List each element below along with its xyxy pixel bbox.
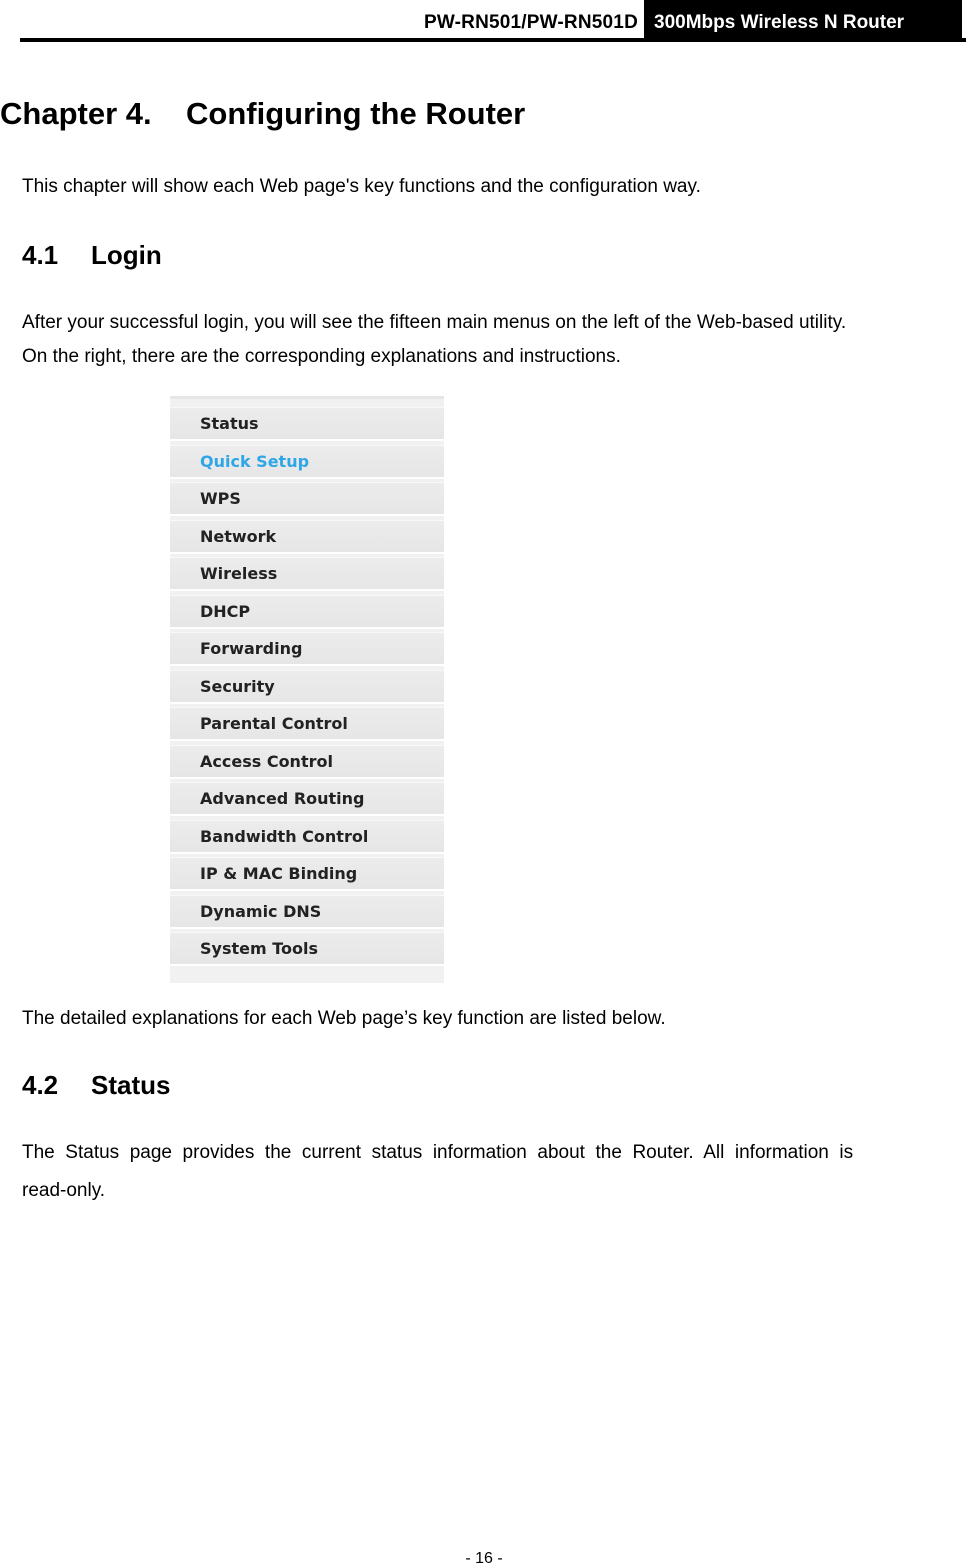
section-login-title: Login: [91, 240, 162, 270]
menu-item-access-control[interactable]: Access Control: [170, 745, 444, 779]
menu-item-system-tools[interactable]: System Tools: [170, 932, 444, 966]
section-status-heading: [22, 1070, 170, 1101]
menu-item-dhcp[interactable]: DHCP: [170, 595, 444, 629]
page-number: - 16 -: [465, 1550, 503, 1567]
header-rule: [20, 38, 966, 42]
menu-item-network[interactable]: Network: [170, 520, 444, 554]
header-model: PW-RN501/PW-RN501D: [424, 12, 638, 33]
menu-item-dynamic-dns[interactable]: Dynamic DNS: [170, 895, 444, 929]
menu-item-parental-control[interactable]: Parental Control: [170, 707, 444, 741]
menu-item-security[interactable]: Security: [170, 670, 444, 704]
section-login-number: 4.1: [22, 240, 59, 270]
status-paragraph-line1: The Status page provides the current status information about the Router. All information is: [22, 1142, 854, 1163]
chapter-title: [0, 96, 525, 132]
section-login-heading: [22, 240, 162, 271]
section-status-number: 4.2: [22, 1070, 59, 1100]
menu-item-bandwidth-control[interactable]: Bandwidth Control: [170, 820, 444, 854]
menu-item-advanced-routing[interactable]: Advanced Routing: [170, 782, 444, 816]
login-paragraph-line2: On the right, there are the corresponding explanations and instructions.: [22, 346, 621, 367]
menu-item-status[interactable]: Status: [170, 407, 444, 441]
menu-item-ip-mac-binding[interactable]: IP & MAC Binding: [170, 857, 444, 891]
menu-item-wps[interactable]: WPS: [170, 482, 444, 516]
menu-item-quick-setup[interactable]: Quick Setup: [170, 445, 444, 479]
intro-paragraph: This chapter will show each Web page's key functions and the configuration way.: [22, 176, 701, 197]
login-paragraph-line1: After your successful login, you will see the fifteen main menus on the left of the Web-based utility.: [22, 312, 847, 333]
header-product: 300Mbps Wireless N Router: [644, 0, 962, 42]
chapter-title-text: Configuring the Router: [186, 96, 526, 131]
chapter-number: Chapter 4.: [0, 96, 152, 131]
status-paragraph-line2: read-only.: [22, 1180, 106, 1201]
menu-item-wireless[interactable]: Wireless: [170, 557, 444, 591]
section-status-title: Status: [91, 1070, 171, 1100]
detail-note-paragraph: The detailed explanations for each Web page’s key function are listed below.: [22, 1008, 666, 1029]
menu-item-forwarding[interactable]: Forwarding: [170, 632, 444, 666]
main-menu: [170, 396, 444, 983]
